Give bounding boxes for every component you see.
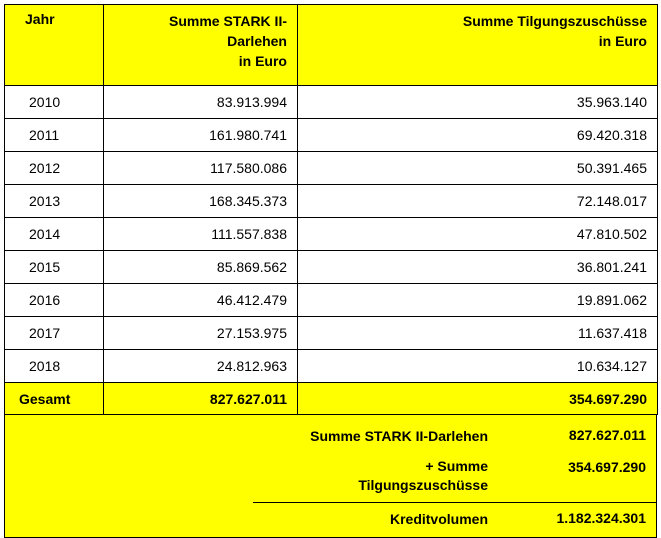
year-cell: 2018 xyxy=(5,350,104,383)
grants-cell: 50.391.465 xyxy=(298,152,658,185)
table-row xyxy=(5,218,658,251)
grants-cell: 72.148.017 xyxy=(298,185,658,218)
total-grants: 354.697.290 xyxy=(298,383,658,415)
loans-cell: 83.913.994 xyxy=(104,86,298,119)
header-loans-line-1: Summe STARK II- xyxy=(169,13,287,29)
summary-block xyxy=(4,415,657,538)
table-row xyxy=(5,350,658,383)
summary-loans-label: Summe STARK II-Darlehen xyxy=(310,428,488,444)
loans-cell: 85.869.562 xyxy=(104,251,298,284)
total-loans: 827.627.011 xyxy=(104,383,298,415)
loans-cell: 24.812.963 xyxy=(104,350,298,383)
year-cell: 2011 xyxy=(5,119,104,152)
year-cell: 2014 xyxy=(5,218,104,251)
loans-cell: 27.153.975 xyxy=(104,317,298,350)
loans-cell: 117.580.086 xyxy=(104,152,298,185)
grants-cell: 11.637.418 xyxy=(298,317,658,350)
header-grants-line-1: Summe Tilgungszuschüsse xyxy=(462,13,647,29)
year-cell: 2013 xyxy=(5,185,104,218)
grants-cell: 19.891.062 xyxy=(298,284,658,317)
total-row xyxy=(5,383,658,415)
stark-ii-table-container xyxy=(4,4,657,534)
header-loans xyxy=(104,5,298,86)
sum-divider xyxy=(253,502,656,503)
grants-cell: 35.963.140 xyxy=(298,86,658,119)
year-cell: 2017 xyxy=(5,317,104,350)
loans-cell: 168.345.373 xyxy=(104,185,298,218)
table-row xyxy=(5,284,658,317)
table-row xyxy=(5,251,658,284)
table-row xyxy=(5,152,658,185)
total-label: Gesamt xyxy=(5,383,104,415)
header-loans-line-3: in Euro xyxy=(238,53,287,69)
year-cell: 2015 xyxy=(5,251,104,284)
header-row xyxy=(5,5,658,86)
grants-cell: 69.420.318 xyxy=(298,119,658,152)
grants-cell: 10.634.127 xyxy=(298,350,658,383)
loans-cell: 46.412.479 xyxy=(104,284,298,317)
header-grants xyxy=(298,5,658,86)
grants-cell: 36.801.241 xyxy=(298,251,658,284)
table-row xyxy=(5,86,658,119)
credit-volume-value: 1.182.324.301 xyxy=(556,510,646,526)
header-year: Jahr xyxy=(5,5,104,86)
summary-grants-value: 354.697.290 xyxy=(568,459,646,475)
stark-ii-table xyxy=(4,4,658,415)
table-row xyxy=(5,185,658,218)
summary-grants-label-line-2: Tilgungszuschüsse xyxy=(358,477,488,493)
summary-loans-value: 827.627.011 xyxy=(568,427,646,443)
header-grants-line-2: in Euro xyxy=(598,33,647,49)
summary-grants-label xyxy=(358,457,488,495)
year-cell: 2016 xyxy=(5,284,104,317)
year-cell: 2010 xyxy=(5,86,104,119)
table-row xyxy=(5,317,658,350)
header-loans-line-2: Darlehen xyxy=(227,33,287,49)
table-row xyxy=(5,119,658,152)
summary-grants-label-line-1: + Summe xyxy=(425,458,488,474)
credit-volume-label: Kreditvolumen xyxy=(389,511,488,527)
grants-cell: 47.810.502 xyxy=(298,218,658,251)
loans-cell: 161.980.741 xyxy=(104,119,298,152)
year-cell: 2012 xyxy=(5,152,104,185)
loans-cell: 111.557.838 xyxy=(104,218,298,251)
